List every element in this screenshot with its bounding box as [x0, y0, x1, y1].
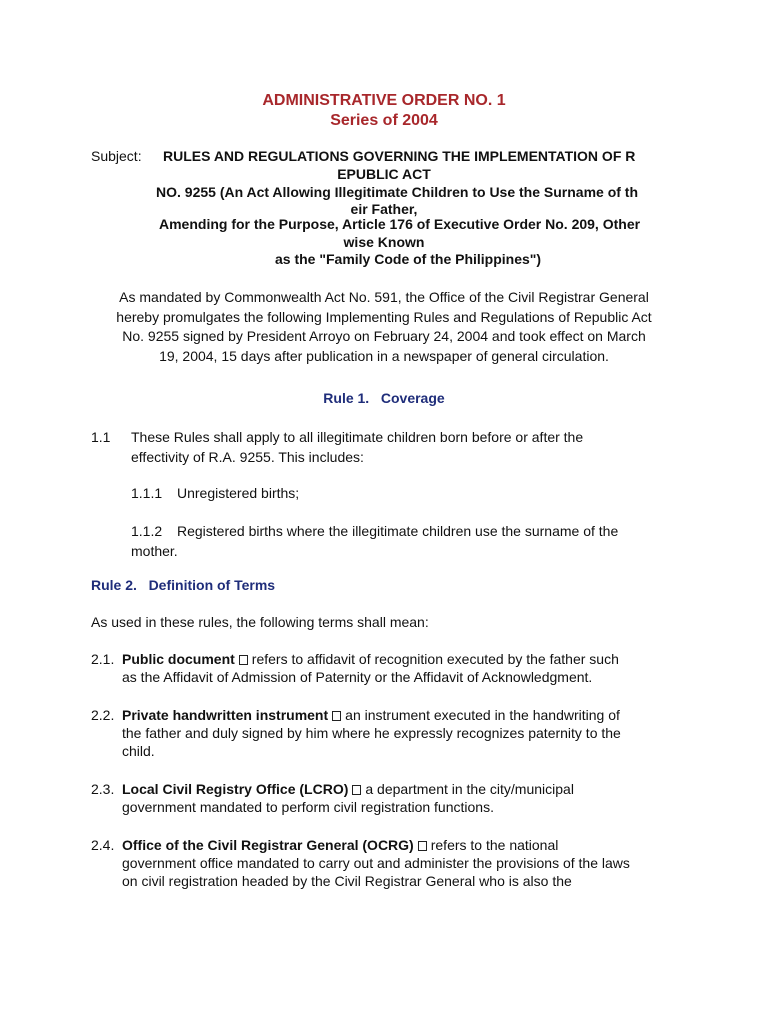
item-1-1-text: [131, 428, 691, 467]
subject-line: RULES AND REGULATIONS GOVERNING THE IMPLEMENTATION OF R: [163, 148, 636, 164]
rule-2-intro: As used in these rules, the following terms shall mean:: [91, 614, 429, 630]
subject-line: Amending for the Purpose, Article 176 of Executive Order No. 209, Other: [159, 216, 641, 232]
term-name: Office of the Civil Registrar General (OCRG): [122, 837, 414, 853]
order-series: Series of 2004: [330, 112, 438, 129]
term-text: a department in the city/municipal: [365, 781, 574, 797]
item-line: mother.: [131, 542, 178, 559]
intro-line: As mandated by Commonwealth Act No. 591, the Office of the Civil Registrar General: [119, 289, 649, 305]
box-icon: [239, 655, 248, 665]
item-number: 1.1.2: [131, 523, 163, 539]
subject-line: EPUBLIC ACT: [337, 166, 431, 182]
term-number: 2.2.: [91, 707, 115, 723]
term-text: on civil registration headed by the Civil Registrar General who is also the: [122, 873, 572, 889]
term-name: Public document: [122, 651, 235, 667]
term-definition: [122, 836, 722, 890]
item-1-1-1-text: Unregistered births;: [177, 485, 300, 501]
subject-line: NO. 9255 (An Act Allowing Illegitimate Children to Use the Surname of th: [156, 184, 639, 200]
term-number: 2.1.: [91, 651, 115, 667]
rule-1-heading: Rule 1. Coverage: [323, 390, 445, 406]
subject-line: eir Father,: [350, 201, 418, 217]
term-definition: [122, 650, 722, 686]
term-name: Private handwritten instrument: [122, 707, 329, 723]
item-line: These Rules shall apply to all illegitimate children born before or after the: [131, 429, 584, 445]
term-definition: [122, 706, 722, 760]
box-icon: [332, 711, 341, 721]
term-text: government mandated to perform civil registration functions.: [122, 799, 494, 815]
intro-line: 19, 2004, 15 days after publication in a newspaper of general circulation.: [159, 347, 609, 364]
term-text: child.: [122, 743, 155, 759]
item-line: effectivity of R.A. 9255. This includes:: [131, 448, 364, 465]
term-number: 2.4.: [91, 837, 115, 853]
subject-line: wise Known: [343, 234, 425, 250]
term-number: 2.3.: [91, 781, 115, 797]
term-text: refers to affidavit of recognition executed by the father such: [251, 651, 619, 667]
box-icon: [352, 785, 361, 795]
intro-line: No. 9255 signed by President Arroyo on February 24, 2004 and took effect on March: [122, 328, 646, 344]
item-number: 1.1: [91, 429, 111, 445]
item-1-1-2-text: [131, 522, 691, 561]
order-title: ADMINISTRATIVE ORDER NO. 1: [262, 92, 506, 109]
term-name: Local Civil Registry Office (LCRO): [122, 781, 349, 797]
term-text: government office mandated to carry out and administer the provisions of the laws: [122, 855, 630, 871]
box-icon: [418, 841, 427, 851]
term-definition: [122, 780, 722, 816]
item-number: 1.1.1: [131, 485, 163, 501]
item-line: Registered births where the illegitimate children use the surname of the: [177, 523, 619, 539]
term-text: refers to the national: [430, 837, 559, 853]
term-text: an instrument executed in the handwriting of: [345, 707, 620, 723]
intro-line: hereby promulgates the following Implementing Rules and Regulations of Republic Act: [116, 308, 652, 325]
rule-2-heading: Rule 2. Definition of Terms: [91, 577, 276, 593]
term-text: the father and duly signed by him where he expressly recognizes paternity to the: [122, 725, 621, 741]
subject-label: Subject:: [91, 148, 142, 164]
subject-line: as the "Family Code of the Philippines"): [275, 251, 542, 267]
intro-paragraph: [60, 288, 708, 366]
term-text: as the Affidavit of Admission of Paternity or the Affidavit of Acknowledgment.: [122, 669, 593, 685]
